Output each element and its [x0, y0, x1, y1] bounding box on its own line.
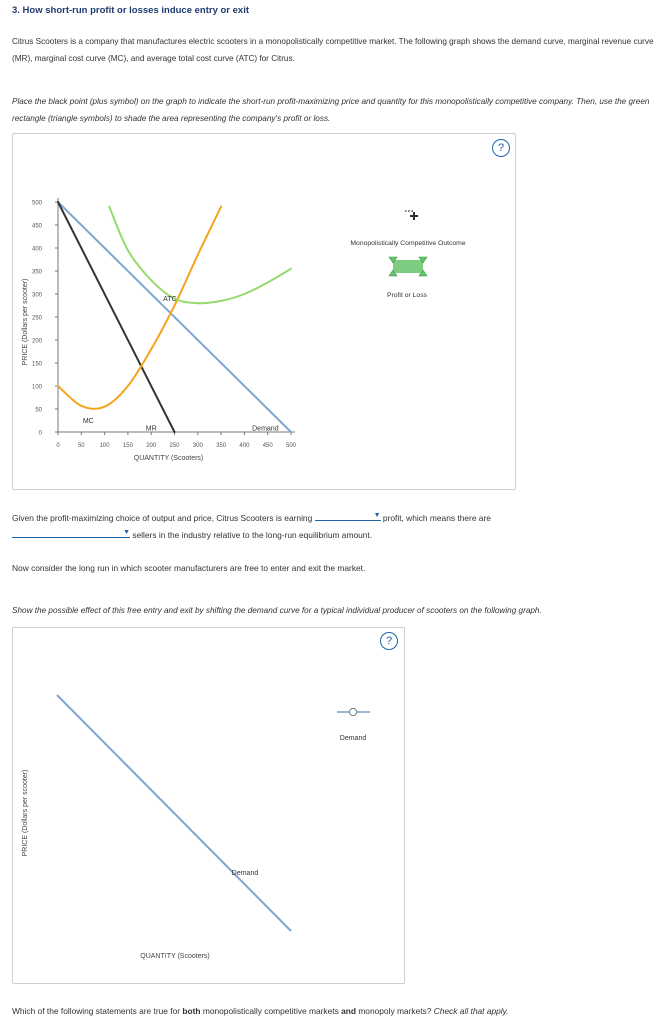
- profit-dropdown[interactable]: [315, 510, 381, 521]
- y-tick-label: 50: [35, 407, 42, 414]
- label-demand: Demand: [231, 870, 259, 877]
- graph2-help-icon[interactable]: ?: [380, 632, 398, 650]
- y-tick-label: 250: [31, 315, 42, 322]
- x-tick-label: 350: [216, 443, 227, 449]
- question1-line1: [12, 510, 491, 527]
- graph1-help-icon[interactable]: ?: [492, 139, 510, 157]
- y-tick-label: 350: [31, 269, 42, 276]
- curve-demand: [57, 695, 291, 931]
- graph1-chart[interactable]: [13, 134, 515, 489]
- label-mc: MC: [82, 417, 94, 425]
- label-demand: Demand: [252, 425, 279, 433]
- question3-bold2: and: [341, 1006, 356, 1016]
- sellers-dropdown-chevron-icon: ▼: [123, 529, 130, 536]
- tool-point-plus-icon[interactable]: [405, 211, 418, 220]
- y-tick-label: 450: [31, 223, 42, 230]
- intro-text: Citrus Scooters is a company that manufactures electric scooters in a monopolistically competitive market. The following graph shows the demand curve, marginal revenue curve (MR), marginal cost curve (MC), and average total cost curve (ATC) for Citrus.: [12, 37, 654, 63]
- question3-post: Check all that apply.: [433, 1006, 509, 1016]
- label-mr: MR: [145, 425, 157, 433]
- graph1-panel: [12, 133, 516, 490]
- tool-demand-label: Demand: [339, 735, 367, 742]
- y-tick-label: 150: [31, 361, 42, 368]
- x-tick-label: 400: [239, 443, 250, 449]
- y-tick-label: 100: [31, 384, 42, 391]
- x-tick-label: 200: [146, 443, 157, 449]
- question3-bold1: both: [182, 1006, 201, 1016]
- x-axis-label: QUANTITY (Scooters): [133, 455, 204, 462]
- question1-part1: Given the profit-maximizing choice of output and price, Citrus Scooters is earning: [12, 513, 313, 523]
- sellers-dropdown[interactable]: [12, 527, 130, 538]
- x-tick-label: 0: [56, 443, 60, 449]
- question1-part2: profit, which means there are: [382, 513, 491, 523]
- x-tick-label: 500: [285, 443, 297, 449]
- x-tick-label: 50: [77, 443, 85, 449]
- profit-dropdown-chevron-icon: ▼: [373, 512, 381, 519]
- x-tick-label: 450: [262, 443, 273, 449]
- tool-demand-line-icon[interactable]: [337, 708, 370, 715]
- y-tick-label: 200: [31, 338, 42, 345]
- y-tick-label: 300: [31, 292, 42, 299]
- question1-part3: sellers in the industry relative to the long-run equilibrium amount.: [132, 530, 373, 540]
- question3-mid2: monopoly markets?: [358, 1006, 432, 1016]
- x-tick-label: 250: [169, 443, 180, 449]
- instruction2-text: Show the possible effect of this free entry and exit by shifting the demand curve for a typical individual producer of scooters on the following graph.: [12, 606, 542, 615]
- tool-rect-fill: [393, 260, 423, 273]
- x-axis-label: QUANTITY (Scooters): [140, 953, 210, 960]
- question3-pre: Which of the following statements are true for: [12, 1006, 181, 1016]
- curve-atc: [109, 207, 291, 304]
- y-tick-label: 400: [31, 246, 42, 253]
- y-tick-label: 500: [31, 200, 42, 207]
- x-tick-label: 300: [192, 443, 203, 449]
- curve-mc: [58, 207, 221, 409]
- y-axis-label: PRICE (Dollars per scooter): [22, 278, 29, 366]
- tool-demand-handle: [349, 708, 356, 715]
- question3-mid1: monopolistically competitive markets: [202, 1006, 339, 1016]
- x-tick-label: 150: [122, 443, 133, 449]
- question3-text: [12, 1006, 509, 1016]
- y-tick-label: 0: [38, 430, 42, 437]
- question-title: 3. How short-run profit or losses induce entry or exit: [12, 5, 250, 16]
- y-axis-label: PRICE (Dollars per scooter): [22, 769, 29, 857]
- tool-point-label: Monopolistically Competitive Outcome: [350, 240, 466, 247]
- long-run-text: Now consider the long run in which scooter manufacturers are free to enter and exit the market.: [12, 563, 366, 573]
- question1-line2: [12, 527, 372, 544]
- label-atc: ATC: [163, 295, 177, 303]
- x-tick-label: 100: [99, 443, 110, 449]
- graph2-chart[interactable]: [13, 628, 404, 983]
- instruction-text: Place the black point (plus symbol) on the graph to indicate the short-run profit-maximizing price and quantity for this monopolistically competitive company. Then, use the green rectangle (triangle symbols) to shade the area representing the company's profit or loss.: [12, 97, 650, 123]
- tool-rectangle-triangle-icon[interactable]: [389, 257, 427, 276]
- curve-demand: [58, 202, 291, 432]
- tool-rect-label: Profit or Loss: [386, 292, 428, 299]
- graph2-panel: [12, 627, 405, 984]
